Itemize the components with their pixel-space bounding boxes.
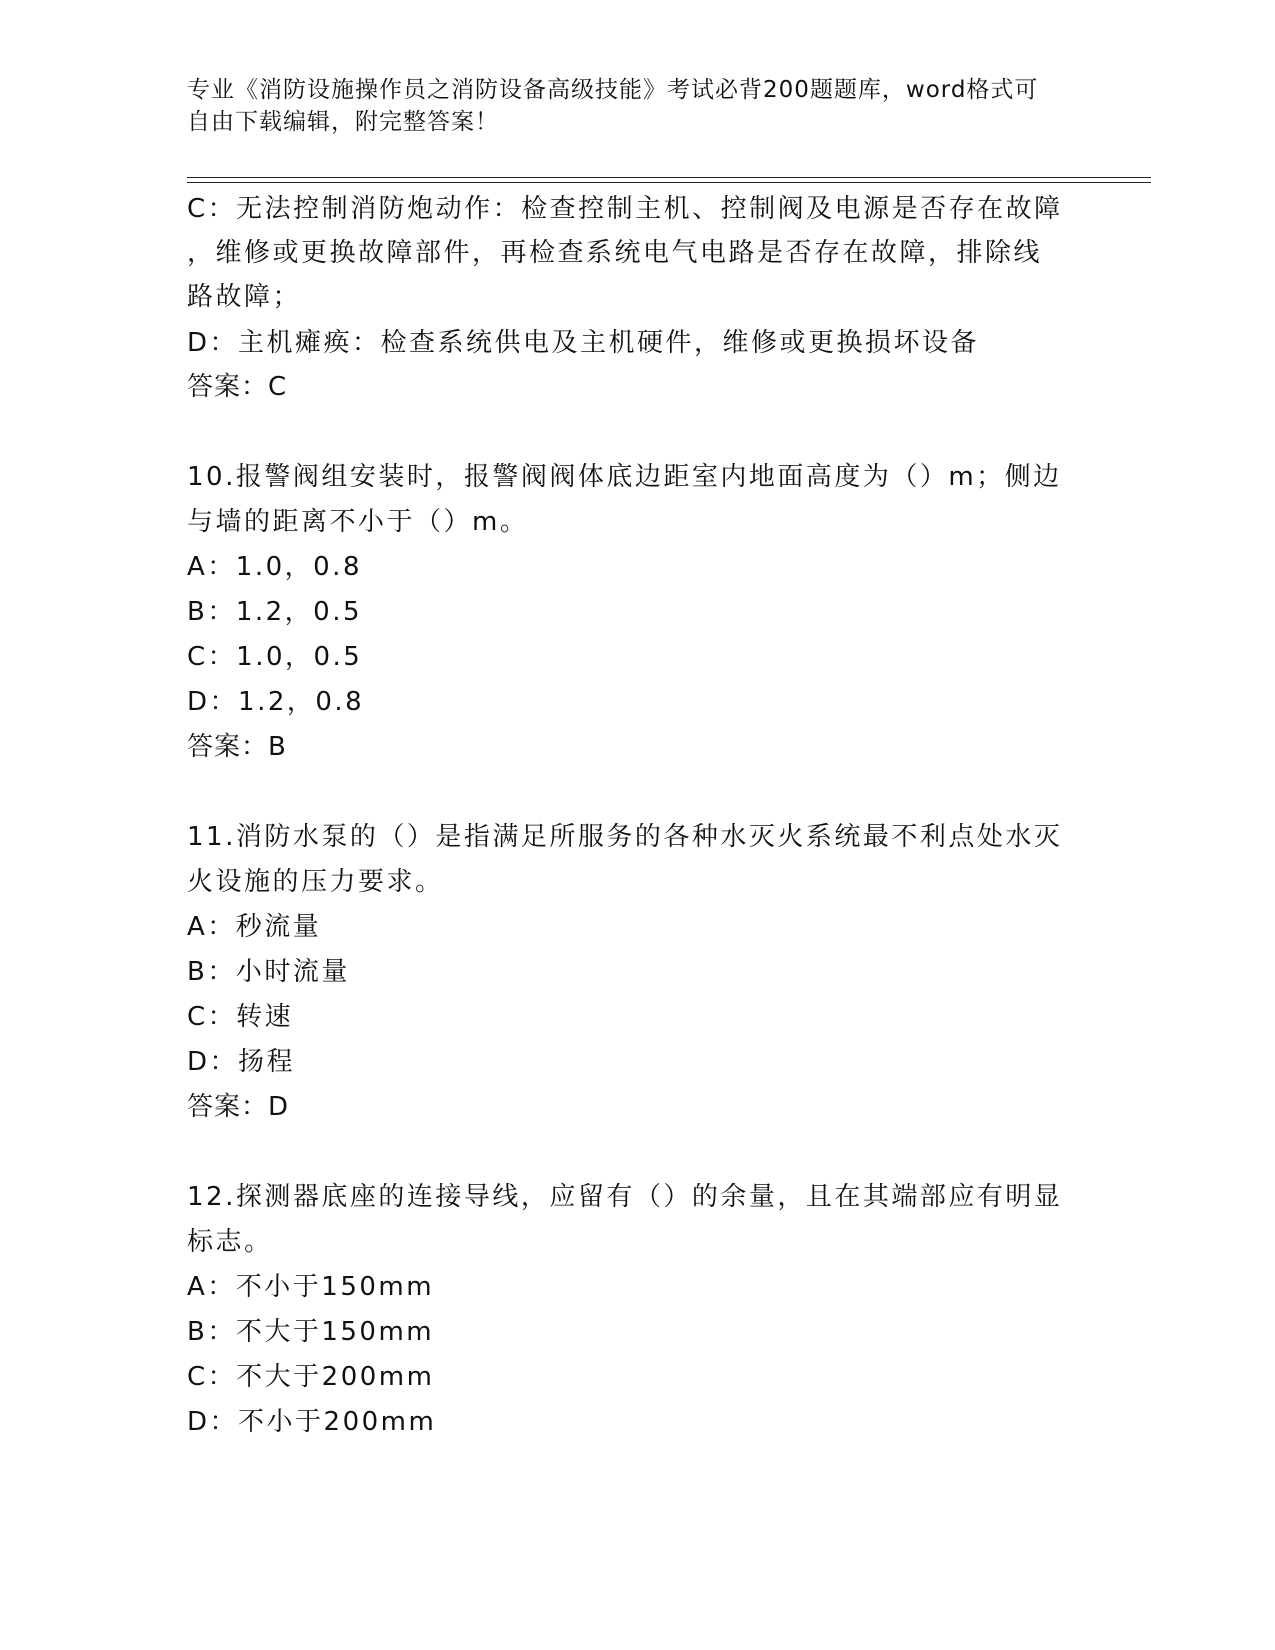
document-header [187,74,1087,138]
prev-option-d: D：主机瘫痪：检查系统供电及主机硬件，维修或更换损坏设备 [187,328,980,358]
header-line-1: 专业《消防设施操作员之消防设备高级技能》考试必背200题题库，word格式可 [187,77,1039,103]
q11-stem-line-2: 火设施的压力要求。 [187,867,444,897]
q10-answer: 答案：B [187,732,287,762]
q10-stem-line-1: 10.报警阀组安装时，报警阀阀体底边距室内地面高度为（）m；侧边 [187,462,1062,492]
q12-option-d: D：不小于200mm [187,1407,437,1437]
q11-option-c: C：转速 [187,1002,294,1032]
header-line-2: 自由下载编辑，附完整答案！ [187,109,499,135]
q12-option-a: A：不小于150mm [187,1272,435,1302]
prev-option-c-line-1: C：无法控制消防炮动作：检查控制主机、控制阀及电源是否存在故障 [187,194,1063,224]
q12-stem-line-2: 标志。 [187,1227,273,1257]
q12-option-b: B：不大于150mm [187,1317,435,1347]
prev-option-c-line-3: 路故障； [187,282,302,312]
q11-option-a: A：秒流量 [187,912,322,942]
prev-option-c-line-2: ，维修或更换故障部件，再检查系统电气电路是否存在故障，排除线 [187,238,1043,268]
q11-option-d: D：扬程 [187,1047,296,1077]
q12-option-c: C：不大于200mm [187,1362,435,1392]
q10-stem-line-2: 与墙的距离不小于（）m。 [187,507,529,537]
q11-answer: 答案：D [187,1092,290,1122]
prev-answer: 答案：C [187,372,288,402]
header-divider-top [187,177,1151,178]
q10-option-b: B：1.2，0.5 [187,597,363,627]
header-divider-bottom [187,182,1151,183]
q11-stem-line-1: 11.消防水泵的（）是指满足所服务的各种水灭火系统最不利点处水灭 [187,822,1063,852]
q10-option-c: C：1.0，0.5 [187,642,363,672]
q11-option-b: B：小时流量 [187,957,350,987]
q10-option-d: D：1.2，0.8 [187,687,365,717]
q10-option-a: A：1.0，0.8 [187,552,362,582]
q12-stem-line-1: 12.探测器底座的连接导线，应留有（）的余量，且在其端部应有明显 [187,1182,1063,1212]
